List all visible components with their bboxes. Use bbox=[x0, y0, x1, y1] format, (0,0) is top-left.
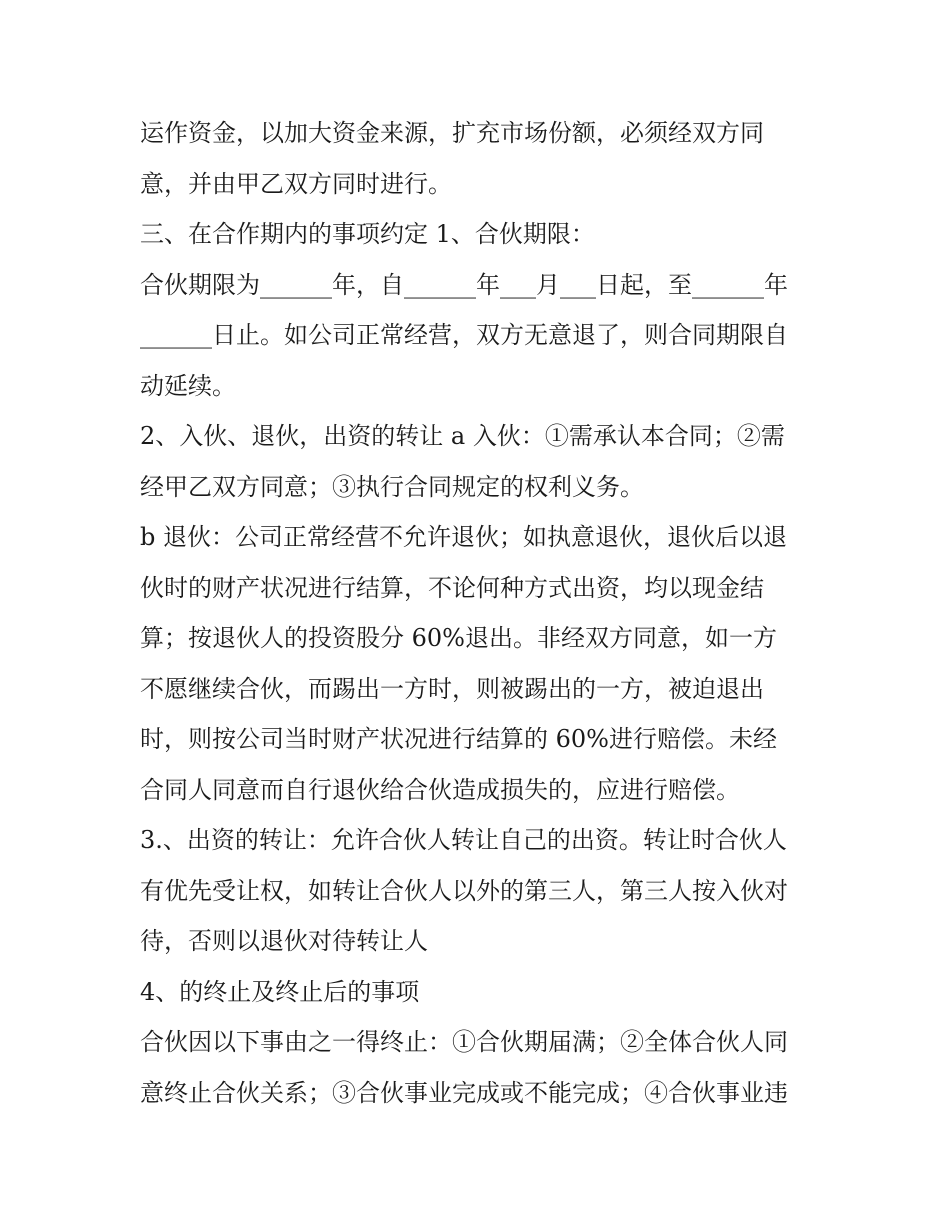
text-line: b 退伙：公司正常经营不允许退伙；如执意退伙，退伙后以退 bbox=[140, 523, 787, 551]
text-line: 合同人同意而自行退伙给合伙造成损失的，应进行赔偿。 bbox=[140, 775, 740, 804]
text-line: 待，否则以退伙对待转让人 bbox=[140, 927, 428, 955]
text-line: 合伙因以下事由之一得终止：①合伙期届满；②全体合伙人同 bbox=[140, 1028, 788, 1056]
text-line: 合伙期限为______年，自______年___月___日起，至______年 bbox=[140, 270, 788, 299]
document-body bbox=[140, 108, 820, 1118]
text-line: 不愿继续合伙，而踢出一方时，则被踢出的一方，被迫退出 bbox=[140, 674, 764, 703]
text-line: 动延续。 bbox=[140, 371, 236, 400]
text-line: 3.、出资的转让：允许合伙人转让自己的出资。转让时合伙人 bbox=[140, 826, 787, 854]
text-line: 时，则按公司当时财产状况进行结算的 60%进行赔偿。未经 bbox=[140, 725, 777, 753]
text-line: 2、入伙、退伙，出资的转让 a 入伙：①需承认本合同；②需 bbox=[140, 422, 785, 450]
section-heading: 三、在合作期内的事项约定 1、合伙期限： bbox=[140, 220, 595, 248]
text-line: ______日止。如公司正常经营，双方无意退了，则合同期限自 bbox=[140, 321, 788, 349]
text-line: 经甲乙双方同意；③执行合同规定的权利义务。 bbox=[140, 472, 644, 501]
text-line: 意，并由甲乙双方同时进行。 bbox=[140, 169, 452, 198]
text-line: 伙时的财产状况进行结算，不论何种方式出资，均以现金结 bbox=[140, 573, 764, 602]
section-heading: 4、的终止及终止后的事项 bbox=[140, 977, 420, 1006]
text-line: 意终止合伙关系；③合伙事业完成或不能完成；④合伙事业违 bbox=[140, 1078, 788, 1107]
text-line: 算；按退伙人的投资股分 60%退出。非经双方同意，如一方 bbox=[140, 624, 777, 652]
text-line: 运作资金，以加大资金来源，扩充市场份额，必须经双方同 bbox=[140, 119, 764, 147]
text-line: 有优先受让权，如转让合伙人以外的第三人，第三人按入伙对 bbox=[140, 876, 788, 905]
